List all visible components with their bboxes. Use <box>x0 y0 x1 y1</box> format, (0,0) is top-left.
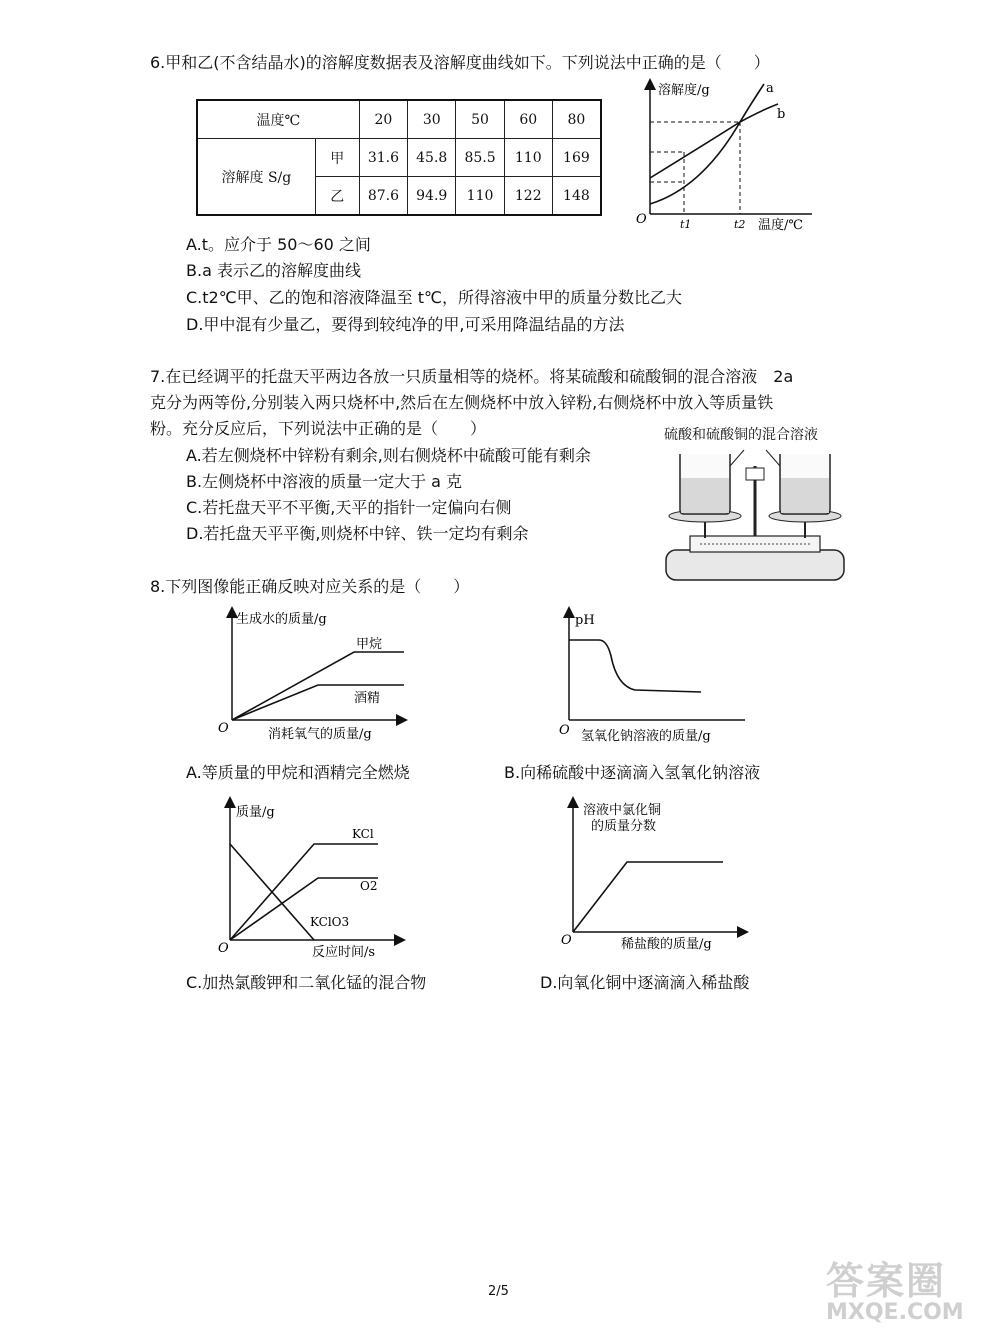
temp-cell: 30 <box>408 100 456 139</box>
q7-stem-line1: 7.在已经调平的托盘天平两边各放一只质量相等的烧杯。将某硫酸和硫酸铜的混合溶液 2a <box>150 367 794 386</box>
q7-option-c: C.若托盘天平不平衡,天平的指针一定偏向右侧 <box>186 498 512 517</box>
graph-b <box>555 606 755 746</box>
q7-option-a: A.若左侧烧杯中锌粉有剩余,则右侧烧杯中硫酸可能有剩余 <box>186 446 591 465</box>
watermark-logo: 答案圈 <box>826 1259 947 1303</box>
graph-d-line <box>573 862 723 932</box>
graph-b-xlabel: 氢氧化钠溶液的质量/g <box>581 729 711 744</box>
q7-option-d: D.若托盘天平平衡,则烧杯中锌、铁一定均有剩余 <box>186 524 529 543</box>
watermark-url: MXQE.COM <box>826 1300 964 1325</box>
solubility-table <box>196 99 602 216</box>
q6-option-a: A.t。应介于 50～60 之间 <box>186 235 371 254</box>
graph-c-series-kclo3: KClO3 <box>310 915 350 929</box>
table-cell: 87.6 <box>359 177 407 216</box>
graph-d-origin: O <box>561 933 572 948</box>
substance-jia: 甲 <box>315 139 359 177</box>
t2-label: t2 <box>734 218 746 231</box>
curve-a <box>650 84 764 204</box>
graph-c-caption: C.加热氯酸钾和二氧化锰的混合物 <box>186 973 427 992</box>
graph-a-series-methane: 甲烷 <box>356 637 383 652</box>
table-cell: 148 <box>552 177 601 216</box>
q7-option-b: B.左侧烧杯中溶液的质量一定大于 a 克 <box>186 472 463 491</box>
solubility-row-label: 溶解度 S/g <box>197 139 315 216</box>
graph-c-series-kcl: KCl <box>352 827 374 841</box>
graph-d-caption: D.向氧化铜中逐滴滴入稀盐酸 <box>540 973 750 992</box>
q6-stem: 6.甲和乙(不含结晶水)的溶解度数据表及溶解度曲线如下。下列说法中正确的是（ ） <box>150 53 770 72</box>
right-beaker-solution <box>781 478 829 513</box>
graph-a-caption: A.等质量的甲烷和酒精完全燃烧 <box>186 763 410 782</box>
temp-cell: 60 <box>504 100 552 139</box>
graph-c-line-o2 <box>230 878 378 940</box>
graph-c-series-o2: O2 <box>360 879 378 893</box>
table-cell: 169 <box>552 139 601 177</box>
curve-b <box>650 104 778 178</box>
graph-d-ylabel-line1: 溶液中氯化铜 <box>583 803 662 818</box>
graph-c-line-kcl <box>230 844 378 940</box>
q6-option-c: C.t2℃甲、乙的饱和溶液降温至 t℃，所得溶液中甲的质量分数比乙大 <box>186 288 683 307</box>
graph-a-series-ethanol: 酒精 <box>354 691 381 706</box>
temp-cell: 20 <box>359 100 407 139</box>
graph-xlabel: 温度/℃ <box>758 218 803 233</box>
t1-label: t1 <box>680 218 692 231</box>
solubility-curve-graph <box>632 78 822 236</box>
substance-yi: 乙 <box>315 177 359 216</box>
temp-header: 温度℃ <box>197 100 359 139</box>
table-cell: 94.9 <box>408 177 456 216</box>
graph-b-ylabel: pH <box>575 613 595 628</box>
graph-b-caption: B.向稀硫酸中逐滴滴入氢氧化钠溶液 <box>504 763 761 782</box>
graph-d-xlabel: 稀盐酸的质量/g <box>621 937 712 952</box>
graph-a-xlabel: 消耗氧气的质量/g <box>268 727 372 742</box>
table-cell: 110 <box>456 177 504 216</box>
caption-pointer-right <box>766 450 780 466</box>
temp-cell: 80 <box>552 100 601 139</box>
graph-b-ph-curve <box>569 640 701 692</box>
q6-option-b: B.a 表示乙的溶解度曲线 <box>186 261 361 280</box>
graph-origin: O <box>636 212 647 227</box>
graph-a-origin: O <box>218 721 229 736</box>
graph-b-origin: O <box>559 723 570 738</box>
left-beaker-solution <box>681 478 729 513</box>
balance-figure <box>660 446 850 588</box>
balance-base <box>666 550 844 580</box>
q8-stem: 8.下列图像能正确反映对应关系的是（ ） <box>150 577 470 596</box>
q7-stem-line3: 粉。充分反应后，下列说法中正确的是（ ） <box>150 419 487 438</box>
graph-c-ylabel: 质量/g <box>236 805 275 820</box>
table-cell: 85.5 <box>456 139 504 177</box>
table-cell: 31.6 <box>359 139 407 177</box>
temp-cell: 50 <box>456 100 504 139</box>
caption-pointer-left <box>730 450 744 466</box>
graph-a <box>214 606 414 746</box>
q6-option-d: D.甲中混有少量乙，要得到较纯净的甲,可采用降温结晶的方法 <box>186 315 625 334</box>
graph-d-ylabel-line2: 的质量分数 <box>591 819 657 834</box>
graph-c-xlabel: 反应时间/s <box>312 945 376 960</box>
graph-ylabel: 溶解度/g <box>658 83 710 98</box>
graph-c <box>214 796 414 962</box>
graph-c-origin: O <box>218 941 229 956</box>
table-cell: 122 <box>504 177 552 216</box>
curve-a-label: a <box>766 81 774 96</box>
q7-stem-line2: 克分为两等份,分别装入两只烧杯中,然后在左侧烧杯中放入锌粉,右侧烧杯中放入等质量铁 <box>150 393 774 412</box>
balance-caption: 硫酸和硫酸铜的混合溶液 <box>664 427 818 443</box>
curve-b-label: b <box>777 107 786 122</box>
table-cell: 110 <box>504 139 552 177</box>
graph-a-ylabel: 生成水的质量/g <box>236 612 327 627</box>
balance-pointer-head <box>746 468 764 480</box>
graph-d <box>557 796 757 956</box>
page-number: 2/5 <box>488 1284 509 1299</box>
table-cell: 45.8 <box>408 139 456 177</box>
